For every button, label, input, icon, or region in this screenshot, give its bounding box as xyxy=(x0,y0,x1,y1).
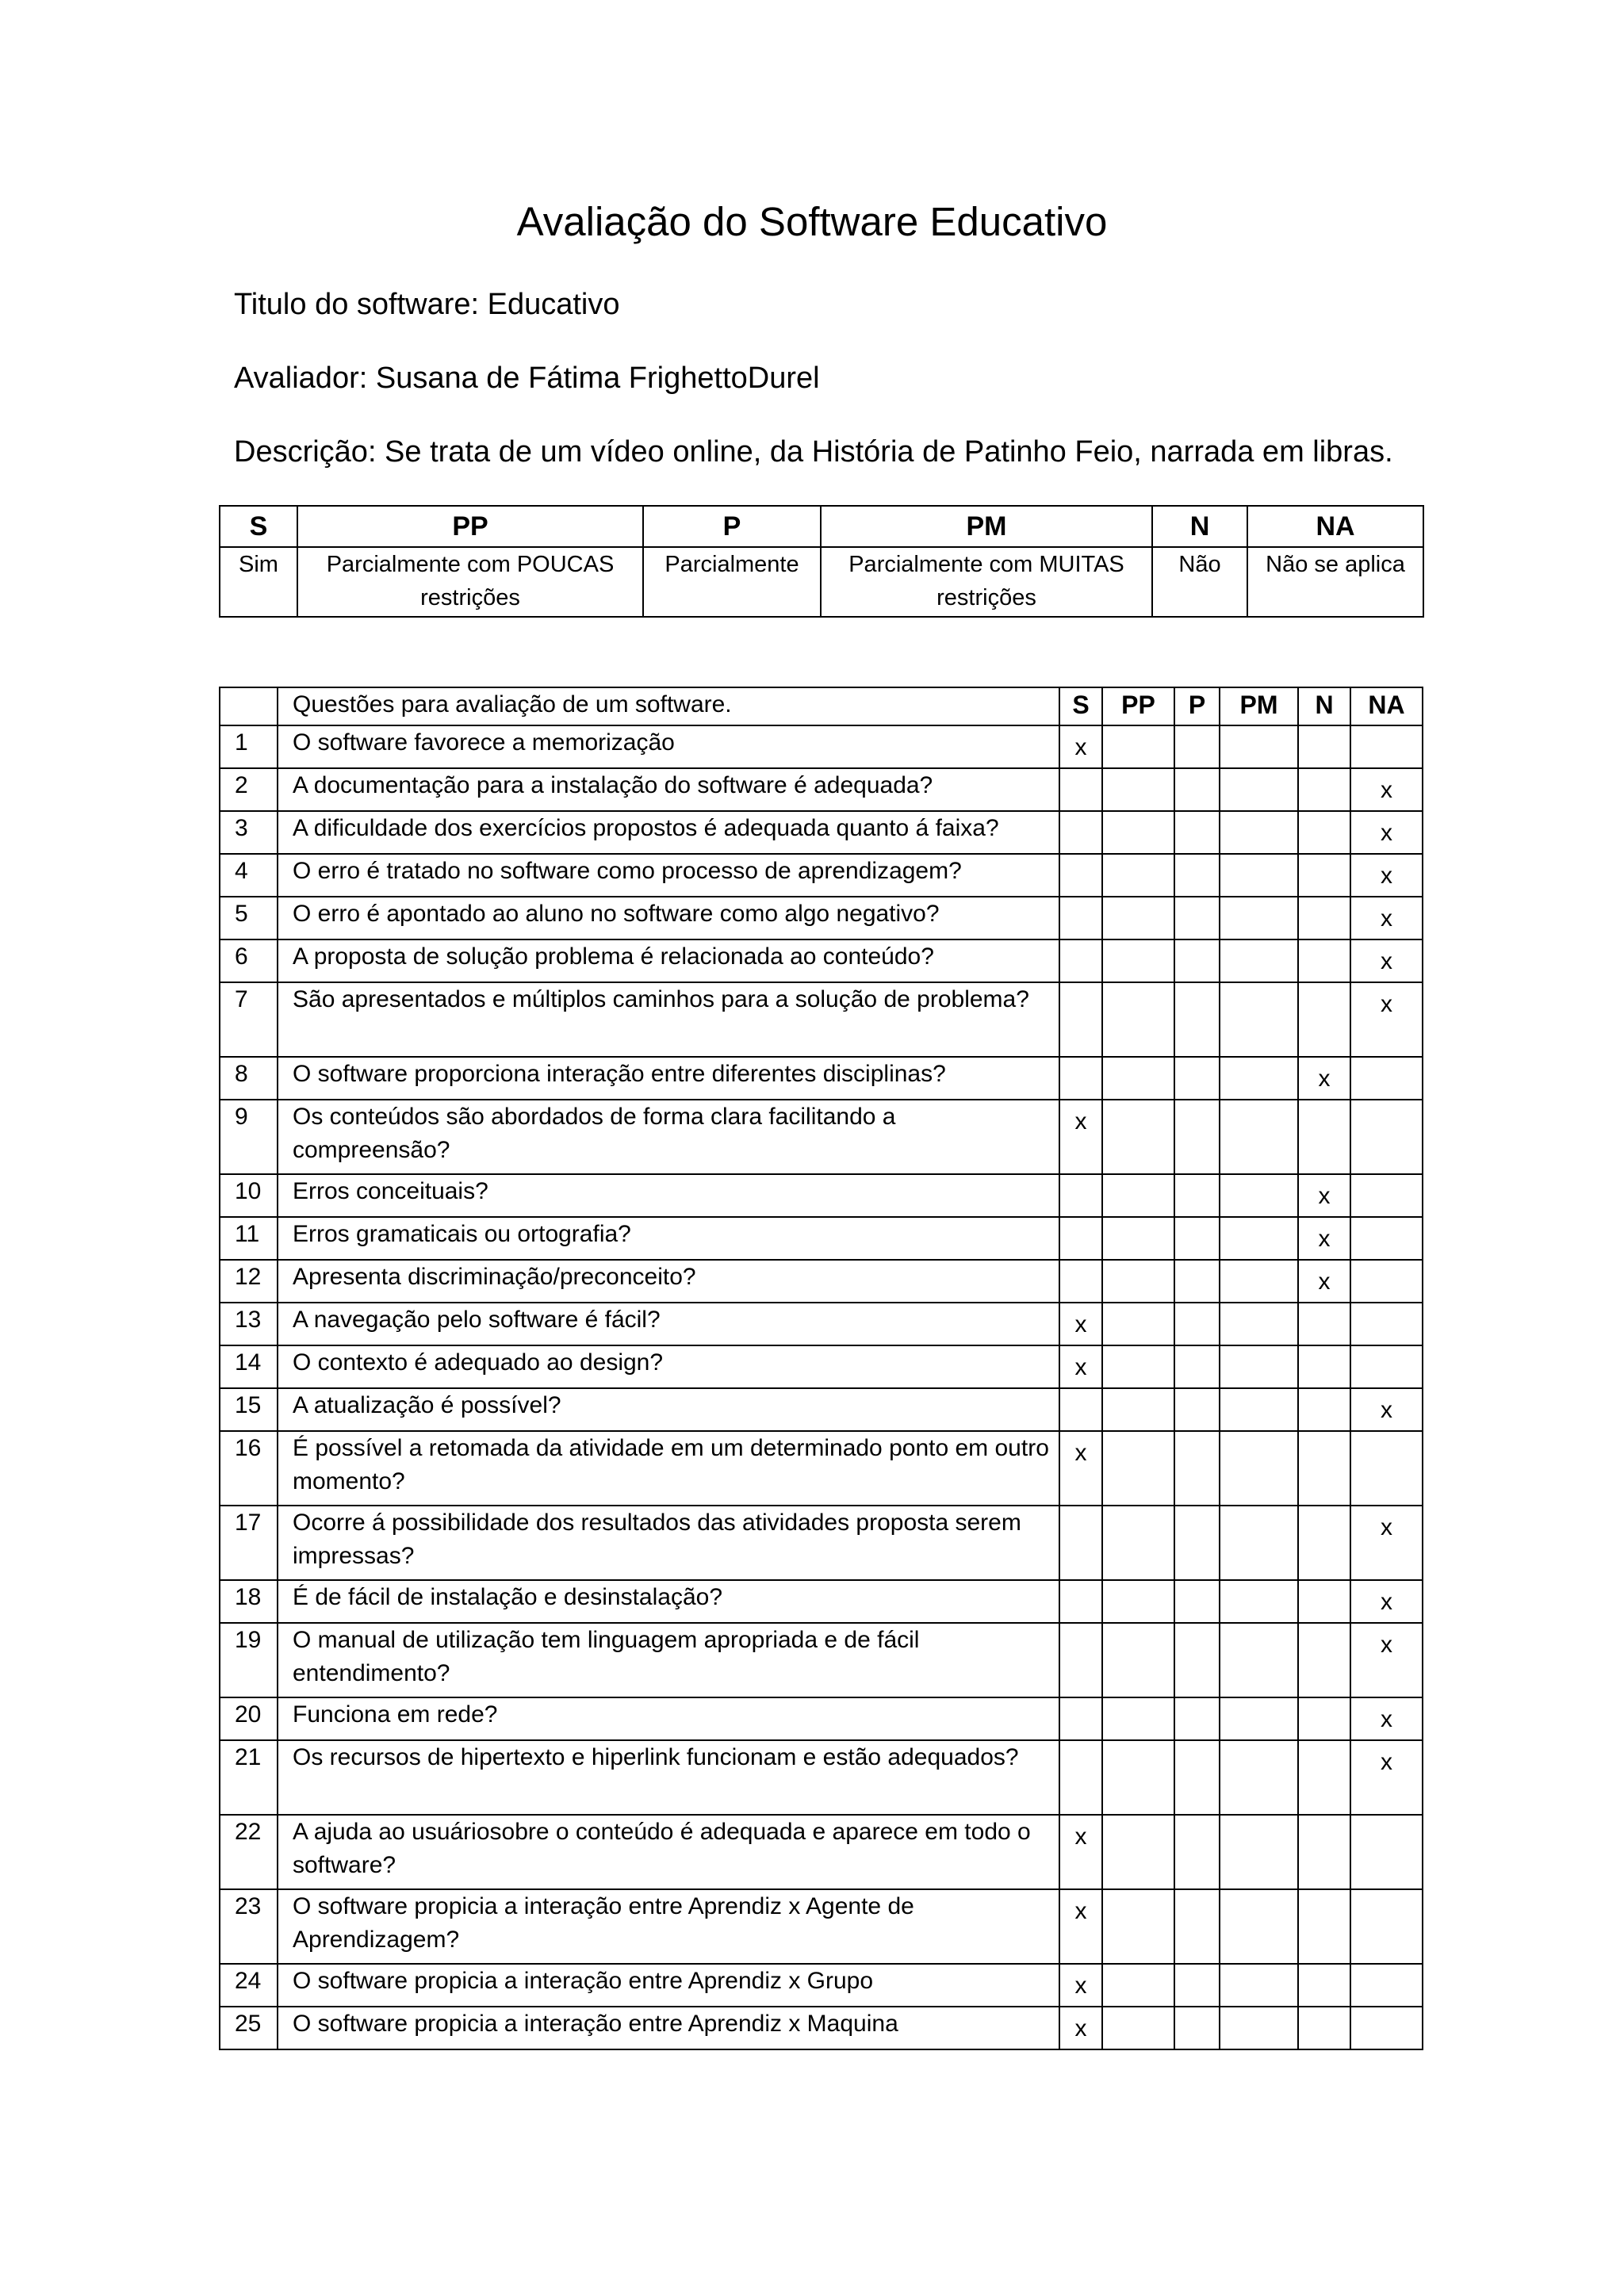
mark-cell-na xyxy=(1350,1815,1423,1889)
mark-cell-pm xyxy=(1220,768,1298,811)
evaluator-line: Avaliador: Susana de Fátima FrighettoDurel xyxy=(234,362,820,395)
mark-cell-n xyxy=(1298,725,1350,768)
mark-cell-s xyxy=(1059,897,1102,939)
question-text: Os conteúdos são abordados de forma clara facilitando a compreensão? xyxy=(278,1100,1059,1174)
table-row xyxy=(220,1100,1423,1174)
question-number: 21 xyxy=(220,1740,278,1815)
mark-cell-pp xyxy=(1102,811,1174,854)
legend-meaning-n: Não xyxy=(1152,547,1247,617)
question-number: 3 xyxy=(220,811,278,854)
mark-cell-pm xyxy=(1220,1431,1298,1506)
description-line: Descrição: Se trata de um vídeo online, da História de Patinho Feio, narrada em libras. xyxy=(234,435,1393,469)
legend-meaning-row xyxy=(220,547,1423,617)
question-number: 25 xyxy=(220,2007,278,2049)
table-row xyxy=(220,1260,1423,1303)
question-text: Apresenta discriminação/preconceito? xyxy=(278,1260,1059,1303)
mark-cell-p xyxy=(1174,1260,1220,1303)
question-number: 18 xyxy=(220,1580,278,1623)
question-text: Erros conceituais? xyxy=(278,1174,1059,1217)
header-number-cell xyxy=(220,687,278,725)
question-text: Erros gramaticais ou ortografia? xyxy=(278,1217,1059,1260)
mark-cell-pp xyxy=(1102,2007,1174,2049)
question-text: São apresentados e múltiplos caminhos para a solução de problema? xyxy=(278,982,1059,1057)
mark-cell-n xyxy=(1298,1623,1350,1697)
legend-meaning-na: Não se aplica xyxy=(1247,547,1423,617)
question-number: 4 xyxy=(220,854,278,897)
mark-cell-pp xyxy=(1102,1964,1174,2007)
mark-cell-n xyxy=(1298,1388,1350,1431)
legend-abbr-n: N xyxy=(1152,506,1247,547)
header-col-pp: PP xyxy=(1102,687,1174,725)
mark-cell-s: x xyxy=(1059,2007,1102,2049)
software-title-line: Titulo do software: Educativo xyxy=(234,288,620,321)
question-number: 15 xyxy=(220,1388,278,1431)
mark-cell-s xyxy=(1059,1506,1102,1580)
mark-cell-pp xyxy=(1102,1100,1174,1174)
mark-cell-p xyxy=(1174,768,1220,811)
question-number: 24 xyxy=(220,1964,278,2007)
mark-cell-s: x xyxy=(1059,1889,1102,1964)
legend-abbr-p: P xyxy=(643,506,821,547)
mark-cell-pm xyxy=(1220,897,1298,939)
question-number: 6 xyxy=(220,939,278,982)
mark-cell-s: x xyxy=(1059,1303,1102,1345)
question-text: O erro é tratado no software como processo de aprendizagem? xyxy=(278,854,1059,897)
mark-cell-pm xyxy=(1220,1623,1298,1697)
question-number: 12 xyxy=(220,1260,278,1303)
question-text: O software proporciona interação entre diferentes disciplinas? xyxy=(278,1057,1059,1100)
mark-cell-s: x xyxy=(1059,725,1102,768)
table-row xyxy=(220,1697,1423,1740)
mark-cell-pm xyxy=(1220,854,1298,897)
question-text: A atualização é possível? xyxy=(278,1388,1059,1431)
question-number: 11 xyxy=(220,1217,278,1260)
question-text: O software propicia a interação entre Aprendiz x Agente de Aprendizagem? xyxy=(278,1889,1059,1964)
mark-cell-s: x xyxy=(1059,1100,1102,1174)
mark-cell-n xyxy=(1298,854,1350,897)
mark-cell-pp xyxy=(1102,1217,1174,1260)
mark-cell-na xyxy=(1350,2007,1423,2049)
mark-cell-na: x xyxy=(1350,768,1423,811)
question-text: A proposta de solução problema é relacionada ao conteúdo? xyxy=(278,939,1059,982)
header-col-pm: PM xyxy=(1220,687,1298,725)
mark-cell-pp xyxy=(1102,982,1174,1057)
table-row xyxy=(220,1815,1423,1889)
mark-cell-n xyxy=(1298,939,1350,982)
mark-cell-pp xyxy=(1102,1697,1174,1740)
questions-header-row xyxy=(220,687,1423,725)
question-number: 7 xyxy=(220,982,278,1057)
header-question-cell: Questões para avaliação de um software. xyxy=(278,687,1059,725)
mark-cell-pm xyxy=(1220,1964,1298,2007)
mark-cell-pp xyxy=(1102,854,1174,897)
question-number: 19 xyxy=(220,1623,278,1697)
mark-cell-pp xyxy=(1102,725,1174,768)
question-text: O software favorece a memorização xyxy=(278,725,1059,768)
mark-cell-na xyxy=(1350,725,1423,768)
mark-cell-pp xyxy=(1102,1889,1174,1964)
mark-cell-pm xyxy=(1220,982,1298,1057)
mark-cell-pp xyxy=(1102,1345,1174,1388)
mark-cell-n: x xyxy=(1298,1217,1350,1260)
mark-cell-na: x xyxy=(1350,854,1423,897)
mark-cell-pp xyxy=(1102,1506,1174,1580)
table-row xyxy=(220,1174,1423,1217)
mark-cell-p xyxy=(1174,1388,1220,1431)
mark-cell-n xyxy=(1298,1303,1350,1345)
mark-cell-na: x xyxy=(1350,811,1423,854)
mark-cell-pm xyxy=(1220,1740,1298,1815)
header-col-s: S xyxy=(1059,687,1102,725)
table-row xyxy=(220,897,1423,939)
question-number: 8 xyxy=(220,1057,278,1100)
mark-cell-pp xyxy=(1102,1580,1174,1623)
question-number: 9 xyxy=(220,1100,278,1174)
legend-table xyxy=(219,505,1424,618)
mark-cell-na: x xyxy=(1350,897,1423,939)
table-row xyxy=(220,1580,1423,1623)
mark-cell-na xyxy=(1350,1431,1423,1506)
table-row xyxy=(220,1506,1423,1580)
mark-cell-na xyxy=(1350,1303,1423,1345)
mark-cell-s xyxy=(1059,811,1102,854)
mark-cell-n xyxy=(1298,1506,1350,1580)
legend-abbr-pm: PM xyxy=(821,506,1152,547)
mark-cell-pm xyxy=(1220,1388,1298,1431)
question-text: É possível a retomada da atividade em um determinado ponto em outro momento? xyxy=(278,1431,1059,1506)
mark-cell-pm xyxy=(1220,1303,1298,1345)
mark-cell-s: x xyxy=(1059,1431,1102,1506)
mark-cell-p xyxy=(1174,1431,1220,1506)
mark-cell-n xyxy=(1298,1100,1350,1174)
mark-cell-na xyxy=(1350,1057,1423,1100)
question-number: 14 xyxy=(220,1345,278,1388)
question-text: O erro é apontado ao aluno no software como algo negativo? xyxy=(278,897,1059,939)
table-row xyxy=(220,1431,1423,1506)
mark-cell-pp xyxy=(1102,1431,1174,1506)
legend-meaning-p: Parcialmente xyxy=(643,547,821,617)
table-row xyxy=(220,1303,1423,1345)
mark-cell-pm xyxy=(1220,811,1298,854)
table-row xyxy=(220,768,1423,811)
mark-cell-pm xyxy=(1220,1057,1298,1100)
mark-cell-p xyxy=(1174,982,1220,1057)
mark-cell-p xyxy=(1174,1100,1220,1174)
question-number: 2 xyxy=(220,768,278,811)
question-text: A documentação para a instalação do software é adequada? xyxy=(278,768,1059,811)
mark-cell-s: x xyxy=(1059,1345,1102,1388)
mark-cell-n xyxy=(1298,768,1350,811)
mark-cell-na: x xyxy=(1350,1388,1423,1431)
table-row xyxy=(220,2007,1423,2049)
mark-cell-na: x xyxy=(1350,939,1423,982)
question-text: O software propicia a interação entre Aprendiz x Grupo xyxy=(278,1964,1059,2007)
mark-cell-p xyxy=(1174,1697,1220,1740)
mark-cell-pp xyxy=(1102,1740,1174,1815)
mark-cell-n: x xyxy=(1298,1260,1350,1303)
question-text: A ajuda ao usuáriosobre o conteúdo é adequada e aparece em todo o software? xyxy=(278,1815,1059,1889)
mark-cell-pm xyxy=(1220,1260,1298,1303)
question-number: 13 xyxy=(220,1303,278,1345)
mark-cell-p xyxy=(1174,811,1220,854)
question-number: 22 xyxy=(220,1815,278,1889)
mark-cell-s xyxy=(1059,1740,1102,1815)
mark-cell-p xyxy=(1174,1345,1220,1388)
mark-cell-n: x xyxy=(1298,1057,1350,1100)
mark-cell-p xyxy=(1174,897,1220,939)
question-number: 1 xyxy=(220,725,278,768)
table-row xyxy=(220,1740,1423,1815)
table-row xyxy=(220,811,1423,854)
mark-cell-pm xyxy=(1220,1506,1298,1580)
mark-cell-na: x xyxy=(1350,1740,1423,1815)
mark-cell-pp xyxy=(1102,897,1174,939)
question-number: 17 xyxy=(220,1506,278,1580)
question-text: O manual de utilização tem linguagem apropriada e de fácil entendimento? xyxy=(278,1623,1059,1697)
mark-cell-s xyxy=(1059,768,1102,811)
question-text: Ocorre á possibilidade dos resultados das atividades proposta serem impressas? xyxy=(278,1506,1059,1580)
mark-cell-n xyxy=(1298,1889,1350,1964)
legend-abbr-na: NA xyxy=(1247,506,1423,547)
mark-cell-s xyxy=(1059,982,1102,1057)
mark-cell-pm xyxy=(1220,1100,1298,1174)
mark-cell-s xyxy=(1059,854,1102,897)
mark-cell-na: x xyxy=(1350,1697,1423,1740)
mark-cell-s xyxy=(1059,1623,1102,1697)
mark-cell-n xyxy=(1298,897,1350,939)
mark-cell-na xyxy=(1350,1217,1423,1260)
legend-abbr-s: S xyxy=(220,506,297,547)
mark-cell-p xyxy=(1174,1057,1220,1100)
question-number: 20 xyxy=(220,1697,278,1740)
mark-cell-s xyxy=(1059,1174,1102,1217)
legend-meaning-pm: Parcialmente com MUITAS restrições xyxy=(821,547,1152,617)
question-number: 16 xyxy=(220,1431,278,1506)
mark-cell-p xyxy=(1174,1174,1220,1217)
mark-cell-p xyxy=(1174,1506,1220,1580)
mark-cell-pp xyxy=(1102,768,1174,811)
table-row xyxy=(220,982,1423,1057)
mark-cell-na: x xyxy=(1350,1506,1423,1580)
question-number: 5 xyxy=(220,897,278,939)
mark-cell-s xyxy=(1059,1217,1102,1260)
mark-cell-n xyxy=(1298,1431,1350,1506)
question-number: 10 xyxy=(220,1174,278,1217)
mark-cell-n xyxy=(1298,1815,1350,1889)
mark-cell-n xyxy=(1298,1580,1350,1623)
mark-cell-pp xyxy=(1102,1388,1174,1431)
mark-cell-n xyxy=(1298,1740,1350,1815)
mark-cell-s xyxy=(1059,1260,1102,1303)
mark-cell-pp xyxy=(1102,1815,1174,1889)
mark-cell-pp xyxy=(1102,1260,1174,1303)
mark-cell-pm xyxy=(1220,1815,1298,1889)
mark-cell-s xyxy=(1059,1057,1102,1100)
page-title: Avaliação do Software Educativo xyxy=(516,199,1108,244)
table-row xyxy=(220,1623,1423,1697)
mark-cell-n xyxy=(1298,811,1350,854)
legend-abbr-pp: PP xyxy=(297,506,643,547)
mark-cell-na: x xyxy=(1350,1623,1423,1697)
legend-meaning-s: Sim xyxy=(220,547,297,617)
mark-cell-s xyxy=(1059,1580,1102,1623)
mark-cell-pm xyxy=(1220,1889,1298,1964)
mark-cell-na: x xyxy=(1350,982,1423,1057)
mark-cell-s xyxy=(1059,939,1102,982)
table-row xyxy=(220,1964,1423,2007)
mark-cell-pp xyxy=(1102,1623,1174,1697)
mark-cell-na xyxy=(1350,1964,1423,2007)
mark-cell-p xyxy=(1174,1740,1220,1815)
mark-cell-p xyxy=(1174,725,1220,768)
mark-cell-pp xyxy=(1102,1057,1174,1100)
mark-cell-s: x xyxy=(1059,1815,1102,1889)
mark-cell-n xyxy=(1298,1964,1350,2007)
mark-cell-p xyxy=(1174,1964,1220,2007)
table-row xyxy=(220,939,1423,982)
legend-abbreviation-row xyxy=(220,506,1423,547)
table-row xyxy=(220,854,1423,897)
mark-cell-pm xyxy=(1220,1345,1298,1388)
mark-cell-pm xyxy=(1220,939,1298,982)
table-row xyxy=(220,1057,1423,1100)
mark-cell-pm xyxy=(1220,1580,1298,1623)
mark-cell-p xyxy=(1174,1303,1220,1345)
question-text: O contexto é adequado ao design? xyxy=(278,1345,1059,1388)
mark-cell-s: x xyxy=(1059,1964,1102,2007)
table-row xyxy=(220,1217,1423,1260)
questions-table xyxy=(219,687,1423,2050)
legend-meaning-pp: Parcialmente com POUCAS restrições xyxy=(297,547,643,617)
mark-cell-na xyxy=(1350,1889,1423,1964)
question-number: 23 xyxy=(220,1889,278,1964)
table-row xyxy=(220,1345,1423,1388)
question-text: É de fácil de instalação e desinstalação? xyxy=(278,1580,1059,1623)
mark-cell-p xyxy=(1174,1623,1220,1697)
mark-cell-pp xyxy=(1102,1303,1174,1345)
table-row xyxy=(220,1889,1423,1964)
mark-cell-na xyxy=(1350,1100,1423,1174)
question-text: O software propicia a interação entre Aprendiz x Maquina xyxy=(278,2007,1059,2049)
mark-cell-n: x xyxy=(1298,1174,1350,1217)
mark-cell-pp xyxy=(1102,939,1174,982)
mark-cell-n xyxy=(1298,982,1350,1057)
table-row xyxy=(220,725,1423,768)
mark-cell-p xyxy=(1174,1815,1220,1889)
mark-cell-pm xyxy=(1220,1174,1298,1217)
mark-cell-s xyxy=(1059,1388,1102,1431)
mark-cell-na xyxy=(1350,1174,1423,1217)
mark-cell-pm xyxy=(1220,1697,1298,1740)
mark-cell-na xyxy=(1350,1345,1423,1388)
mark-cell-pm xyxy=(1220,1217,1298,1260)
mark-cell-s xyxy=(1059,1697,1102,1740)
mark-cell-na: x xyxy=(1350,1580,1423,1623)
mark-cell-p xyxy=(1174,1217,1220,1260)
header-col-na: NA xyxy=(1350,687,1423,725)
question-text: A navegação pelo software é fácil? xyxy=(278,1303,1059,1345)
mark-cell-p xyxy=(1174,2007,1220,2049)
mark-cell-pm xyxy=(1220,725,1298,768)
mark-cell-n xyxy=(1298,2007,1350,2049)
mark-cell-p xyxy=(1174,1889,1220,1964)
mark-cell-p xyxy=(1174,939,1220,982)
mark-cell-na xyxy=(1350,1260,1423,1303)
mark-cell-pp xyxy=(1102,1174,1174,1217)
question-text: A dificuldade dos exercícios propostos é adequada quanto á faixa? xyxy=(278,811,1059,854)
mark-cell-p xyxy=(1174,1580,1220,1623)
mark-cell-p xyxy=(1174,854,1220,897)
header-col-n: N xyxy=(1298,687,1350,725)
question-text: Funciona em rede? xyxy=(278,1697,1059,1740)
mark-cell-pm xyxy=(1220,2007,1298,2049)
table-row xyxy=(220,1388,1423,1431)
mark-cell-n xyxy=(1298,1345,1350,1388)
mark-cell-n xyxy=(1298,1697,1350,1740)
question-text: Os recursos de hipertexto e hiperlink funcionam e estão adequados? xyxy=(278,1740,1059,1815)
header-col-p: P xyxy=(1174,687,1220,725)
